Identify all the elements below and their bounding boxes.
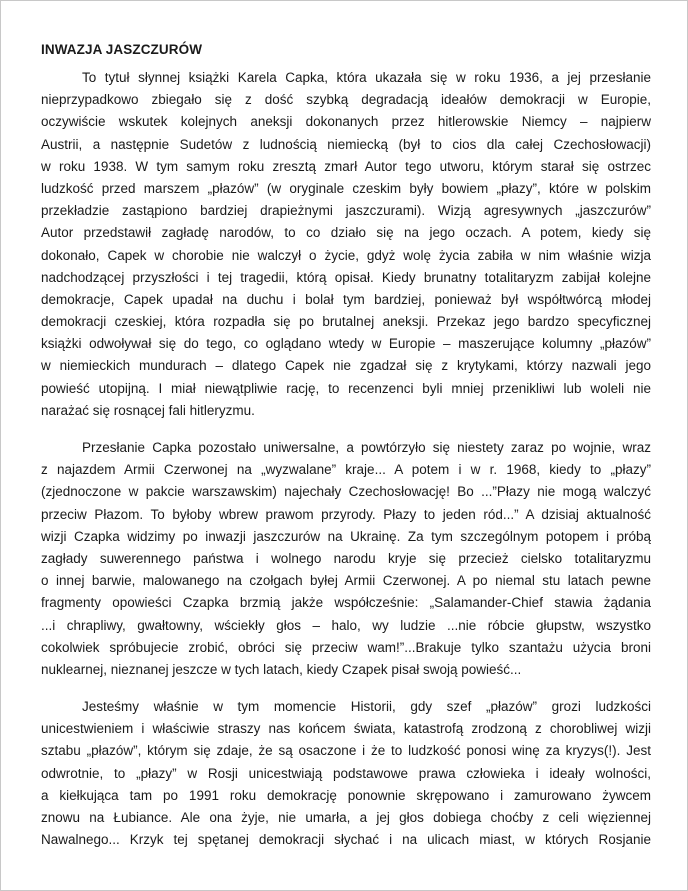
text-line: unicestwieniem i właściwie straszy nas końcem świata, katastrofą zrodzoną z chorobliwej wizji xyxy=(41,721,651,737)
text-line: dokonało, Capek w chorobie nie walczył o życie, gdyż wolę życia zabiła w nim właśnie wizja xyxy=(41,247,651,263)
text-line: demokracji czeskiej, która rozpadła się po brutalnej aneksji. Przekaz jego bardzo specyficznej xyxy=(41,314,651,330)
text-line: przekładzie zastąpiono bardziej drapieżnymi jaszczurami). Wizją agresywnych „jaszczurów” xyxy=(41,203,651,219)
text-line: przeciw Płazom. To byłoby wbrew prawom przyrody. Płazy to jeden ród...” A dzisiaj aktualność xyxy=(41,506,651,522)
text-line: nuklearnej, nieznanej jeszcze w tych latach, kiedy Czapek pisał swoją powieść... xyxy=(41,661,522,677)
text-line: To tytuł słynnej książki Karela Capka, która ukazała się w roku 1936, a jej przesłanie xyxy=(82,70,651,85)
text-line: ludzkość przed marszem „płazów” (w oryginale czeskim były bowiem „płazy”, które w polskim xyxy=(41,180,651,196)
text-line: odwrotnie, to „płazy” w Rosji unicestwiają podstawowe prawa człowieka i ideały wolności, xyxy=(41,765,651,781)
text-line: z najazdem Armii Czerwonej na „wyzwalane” kraje... A potem i w r. 1968, kiedy to „płazy” xyxy=(41,462,651,478)
paragraph xyxy=(41,67,651,422)
text-line: (zjednoczone w pakcie warszawskim) najechały Czechosłowację! Bo ...”Płazy nie mogą walczyć xyxy=(41,484,651,500)
text-line: Przesłanie Capka pozostało uniwersalne, a powtórzyło się niestety zaraz po wojnie, wraz xyxy=(82,440,651,455)
text-line: Jesteśmy właśnie w tym momencie Historii, gdy szef „płazów” grozi ludzkości xyxy=(82,699,651,715)
text-line: w niemieckich mundurach – dlatego Capek nie zgadzał się z krytykami, którzy nazwali jego xyxy=(41,358,651,374)
text-line: zagłady suwerennego państwa i wolnego narodu kryje się przecież cielsko totalitaryzmu xyxy=(41,550,651,566)
paragraph xyxy=(41,696,651,851)
document-body xyxy=(41,39,651,866)
text-line: oczywiście wskutek kolejnych aneksji dokonanych przez hitlerowskie Niemcy – najpierw xyxy=(41,114,651,130)
text-line: fragmenty opowieści Czapka brzmią jakże współcześnie: „Salamander-Chief stawia żądania xyxy=(41,595,651,611)
text-line: nadchodzącej przyszłości i tej tragedii, którą opisał. Kiedy brunatny totalitaryzm zabijał kolejne xyxy=(41,269,651,285)
text-line: Autor przedstawił zagładę narodów, to co działo się na jego oczach. A potem, kiedy się xyxy=(41,225,651,241)
text-line: książki odwoływał się do tego, co oglądano wtedy w Europie – maszerujące kolumny „płazów” xyxy=(41,336,651,352)
text-line: powieść utopijną. I miał niewątpliwie rację, to recenzenci byli mniej przenikliwi lub woleli nie xyxy=(41,380,651,396)
text-line: Austrii, a następnie Sudetów z ludnością niemiecką (był to cios dla całej Czechosłowacji) xyxy=(41,136,651,152)
paragraph xyxy=(41,437,651,681)
text-line: demokracje, Capek upadał na duchu i bolał tym bardziej, ponieważ był współtwórcą młodej xyxy=(41,291,651,307)
text-line: ...i chrapliwy, gwałtowny, wściekły głos – halo, wy ludzie ...nie róbcie głupstw, wszystko xyxy=(41,617,651,633)
text-line: narażać się rosnącej fali hitleryzmu. xyxy=(41,402,255,418)
text-line: sztabu „płazów”, którym się zdaje, że są osaczone i że to ludzkość ponosi winę za kryzys(!). Jest xyxy=(41,743,651,759)
text-line: wizji Czapka widzimy po inwazji jaszczurów na Ukrainę. Za tym szczególnym potopem i próbą xyxy=(41,528,651,544)
text-line: nieprzypadkowo zbiegało się z dość szybką degradacją ideałów demokracji w Europie, xyxy=(41,92,651,108)
text-line: o innej barwie, malowanego na czołgach byłej Armii Czerwonej. A po niemal stu latach pewne xyxy=(41,573,651,589)
text-line: znowu na Łubiance. Ale ona żyje, nie umarła, a jej głos dobiega choćby z celi więziennej xyxy=(41,810,651,825)
text-line: a kiełkująca tam po 1991 roku demokrację ponownie skrępowano i zamurowano żywcem xyxy=(41,787,651,803)
document-title: INWAZJA JASZCZURÓW xyxy=(41,42,203,57)
text-line: cokolwiek spróbujecie zrobić, obróci się przeciw wam!”...Brakuje tylko szantażu użycia broni xyxy=(41,639,651,655)
text-line: Nawalnego... Krzyk tej spętanej demokracji słychać i na ulicach miast, w których Rosjanie xyxy=(41,832,651,848)
text-line: w roku 1938. W tym samym roku zresztą zmarł Autor tego utworu, którym starał się ostrzec xyxy=(41,158,651,174)
